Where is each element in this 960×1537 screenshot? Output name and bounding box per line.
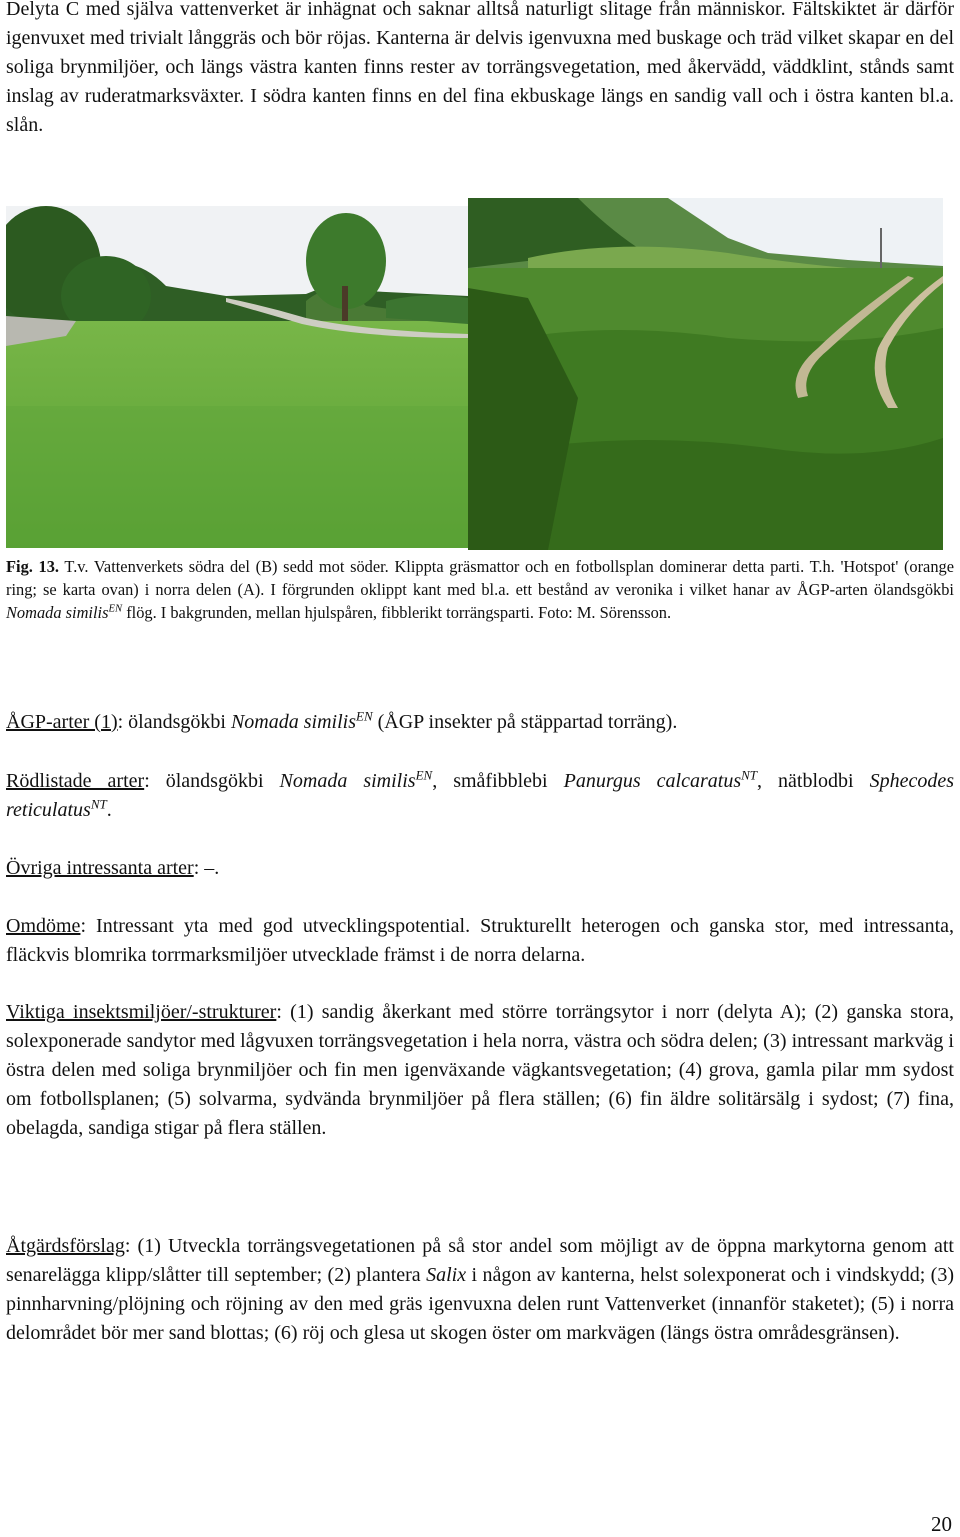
- agp-label: ÅGP-arter (1): [6, 711, 118, 733]
- redlist-text-3: , nätblodbi: [757, 770, 870, 792]
- verdict-text: : Intressant yta med god utvecklingspotential. Strukturellt heterogen och ganska stor, med intressanta, fläckvis blomrika torrmarksmiljöer utvecklade främst i de norra delarna.: [6, 915, 954, 966]
- redlist-status-3: NT: [90, 796, 107, 812]
- caption-species: Nomada similis: [6, 603, 109, 622]
- caption-text-1: T.v. Vattenverkets södra del (B) sedd mot söder. Klippta gräsmattor och en fotbollsplan dominerar detta parti. T.h. 'Hotspot' (orange ring; se karta ovan) i norra delen (A). I förgrunden oklippt kant med bl.a. ett bestånd av veronika i vilket hanar av ÅGP-arten ölandsgökbi: [6, 557, 954, 599]
- other-label: Övriga intressanta arter: [6, 857, 194, 879]
- habitats-label: Viktiga insektsmiljöer/-strukturer: [6, 1001, 277, 1023]
- agp-species: Nomada similis: [230, 711, 356, 733]
- redlist-paragraph: [6, 767, 954, 825]
- agp-pre: : ölandsgökbi: [117, 711, 231, 733]
- redlist-text-1: : ölandsgökbi: [144, 770, 280, 792]
- redlist-text-4: .: [106, 799, 112, 821]
- redlist-species-3: Sphecodes reticulatus: [6, 770, 954, 821]
- measures-pre: : (1) Utveckla torrängsvegetationen på så stor andel som möjligt av de öppna markytorna genom att senarelägga klipp/slåtter till september; (2) plantera: [6, 1235, 954, 1286]
- redlist-text-2: , småfibblebi: [432, 770, 564, 792]
- redlist-species-1: Nomada similis: [279, 770, 416, 792]
- other-species-paragraph: [6, 854, 954, 883]
- caption-status: EN: [108, 603, 123, 615]
- measures-genus: Salix: [426, 1264, 467, 1286]
- verdict-label: Omdöme: [6, 915, 81, 937]
- measures-post: i någon av kanterna, helst solexponerat och i vindskydd; (3) pinnharvning/plöjning och röjning av den med gräs igenvuxna delen runt Vattenverket (innanför staketet); (5) i norra delområdet bör mer sand blottas; (6) röj och glesa ut skogen öster om markvägen (längs östra områdesgränsen).: [6, 1264, 954, 1344]
- agp-species-paragraph: [6, 708, 954, 737]
- verdict-paragraph: [6, 912, 954, 970]
- caption-text-2: flög. I bakgrunden, mellan hjulspåren, fibblerikt torrängsparti. Foto: M. Sörensson.: [122, 603, 672, 622]
- agp-status: EN: [356, 708, 373, 724]
- photo-hotspot-image: [468, 198, 943, 550]
- figure-label: Fig. 13.: [6, 557, 60, 576]
- intro-paragraph: Delyta C med själva vattenverket är inhägnat och saknar alltså naturligt slitage från människor. Fältskiktet är därför igenvuxet med trivialt långgräs och bör röjas. Kanterna är delvis igenvuxna med buskage och träd vilket skapar en del soliga brynmiljöer, och längs västra kanten finns rester av torrängsvegetation, med åkervädd, väddklint, stånds samt inslag av ruderatmarksväxter. I södra kanten finns en del fina ekbuskage längs en sandig vall och i östra kanten bl.a. slån.: [6, 0, 954, 136]
- habitats-text: : (1) sandig åkerkant med större torrängsytor i norr (delyta A); (2) ganska stora, solexponerade sandytor med lågvuxen torrängsvegetation i hela norra, västra och södra delen; (3) intressant markväg i östra delen med soliga brynmiljöer och fin men igenväxande vägkantsvegetation; (4) grova, gamla pilar mm sydost om fotbollsplanen; (5) solvarma, sydvända brynmiljöer på flera ställen; (6) fin äldre solitärsälg i sydost; (7) fina, obelagda, sandiga stigar på flera ställen.: [6, 1001, 954, 1139]
- measures-label: Åtgärdsförslag: [6, 1235, 125, 1257]
- figure-caption: [6, 555, 954, 624]
- redlist-status-1: EN: [415, 767, 433, 783]
- photo-lawn-image: [6, 206, 468, 548]
- photo-lawn-south: [6, 206, 468, 548]
- agp-post: (ÅGP insekter på stäppartad torräng).: [372, 711, 678, 733]
- photo-hotspot-north: [468, 198, 943, 550]
- other-text: : –.: [193, 857, 220, 879]
- page-number: 20: [931, 1512, 952, 1536]
- redlist-species-2: Panurgus calcaratus: [563, 770, 742, 792]
- measures-paragraph: [6, 1232, 954, 1348]
- redlist-label: Rödlistade arter: [6, 770, 145, 792]
- redlist-status-2: NT: [741, 767, 758, 783]
- habitats-paragraph: [6, 998, 954, 1143]
